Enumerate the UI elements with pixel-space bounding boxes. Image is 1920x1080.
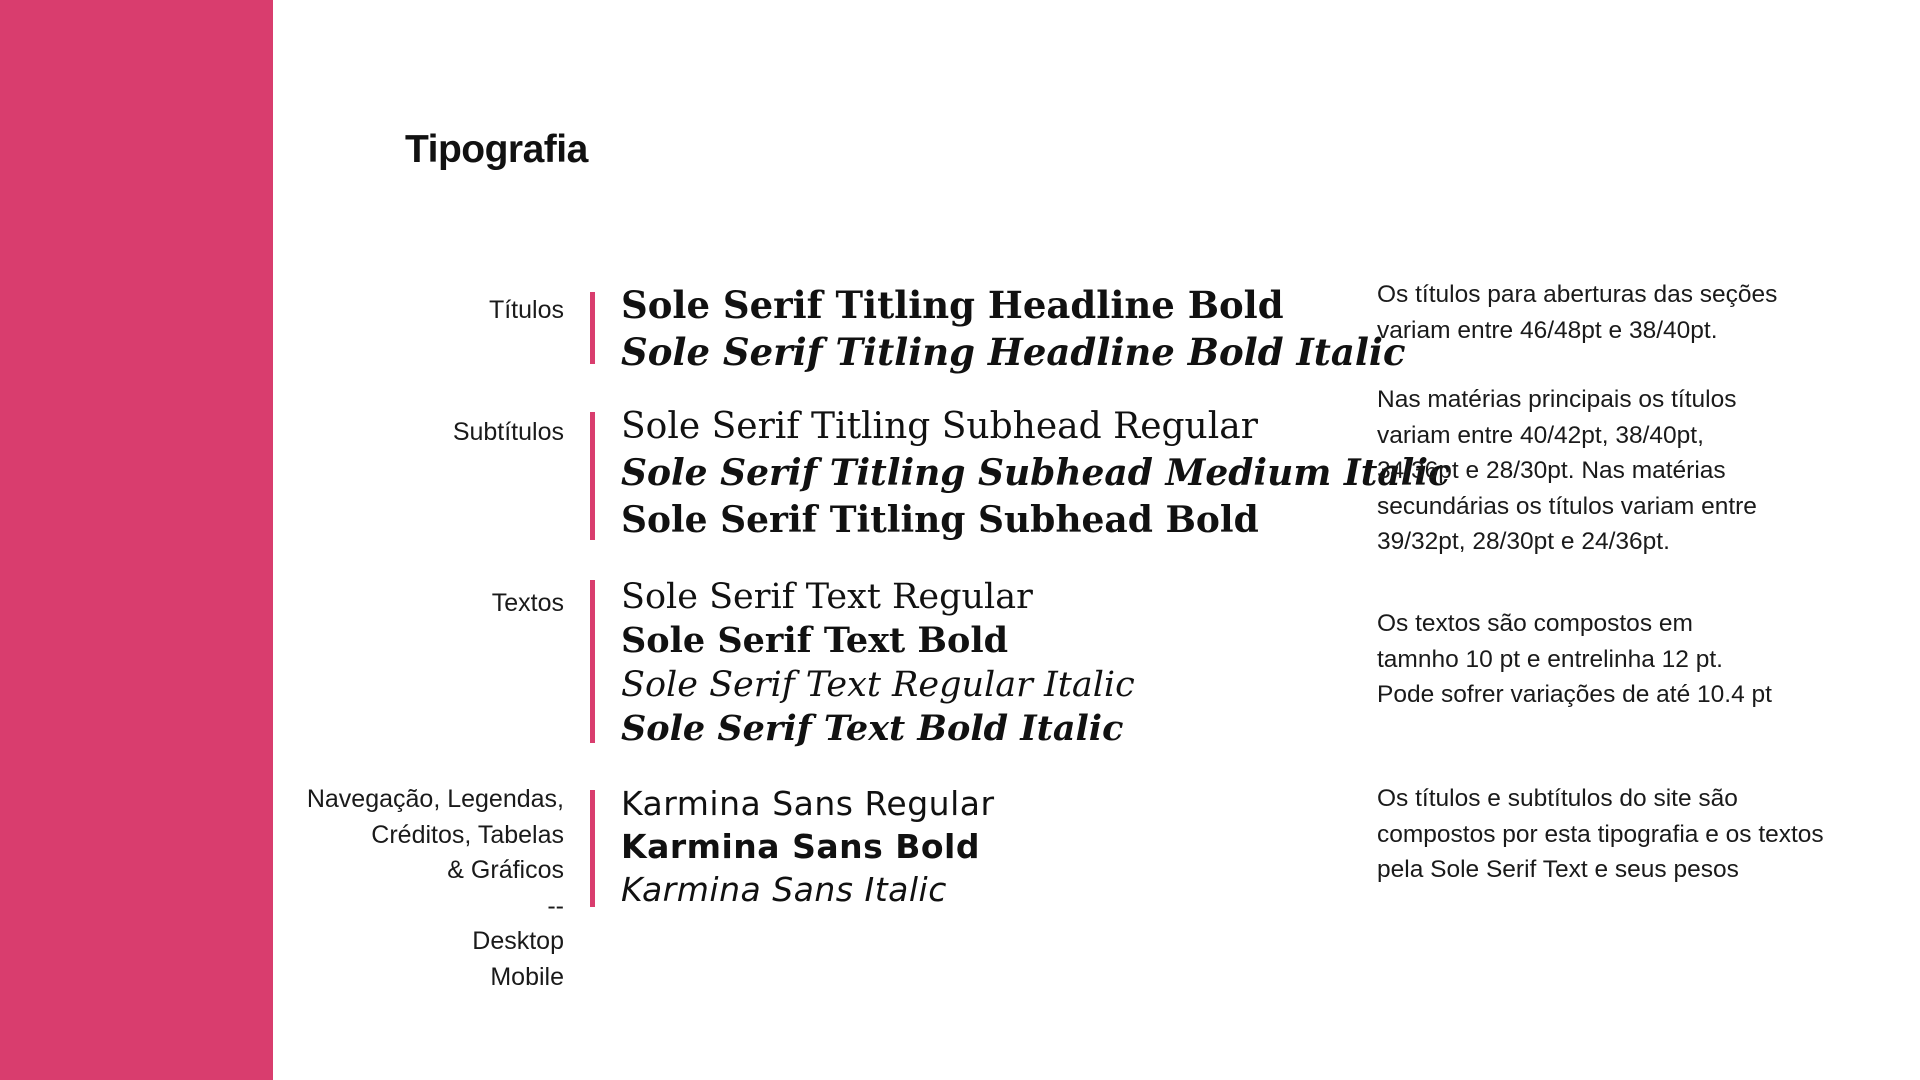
note-line: Os textos são compostos em	[1377, 610, 1693, 637]
group-label-subtitulos	[453, 415, 564, 451]
note-line: compostos por esta tipografia e os textos	[1377, 820, 1824, 848]
sample-list-karmina	[621, 782, 995, 911]
label-line: Mobile	[490, 962, 564, 991]
sample-karmina-bold: Karmina Sans Bold	[621, 827, 980, 866]
sample-subhead-medium-italic: Sole Serif Titling Subhead Medium Italic	[621, 452, 1450, 494]
sample-list-textos	[621, 575, 1135, 751]
group-rule	[590, 412, 595, 540]
sample-list-subtitulos	[621, 403, 1450, 544]
note-line: pela Sole Serif Text e seus pesos	[1377, 856, 1739, 883]
group-rule	[590, 790, 595, 907]
sample-karmina-italic: Karmina Sans Italic	[621, 870, 947, 909]
label-line: & Gráficos	[447, 856, 564, 884]
group-label-textos	[492, 586, 564, 622]
note-line: 39/32pt, 28/30pt e 24/36pt.	[1377, 528, 1670, 555]
sample-subhead-bold: Sole Serif Titling Subhead Bold	[621, 499, 1259, 541]
group-rule	[590, 292, 595, 364]
label-line: Desktop	[472, 927, 564, 955]
sample-headline-bold: Sole Serif Titling Headline Bold	[621, 283, 1284, 327]
note-line: 34/36pt e 28/30pt. Nas matérias	[1377, 457, 1726, 484]
label-line: Títulos	[488, 296, 564, 324]
note-navegacao	[1377, 781, 1897, 888]
label-line: Navegação, Legendas,	[306, 785, 564, 813]
group-label-navegacao	[307, 782, 564, 995]
note-line: variam entre 40/42pt, 38/40pt,	[1377, 421, 1704, 449]
label-line: --	[547, 891, 564, 920]
page-title: Tipografia	[405, 128, 588, 171]
note-line: secundárias os títulos variam entre	[1377, 492, 1757, 520]
sample-text-bold-italic: Sole Serif Text Bold Italic	[621, 708, 1124, 749]
label-line: Textos	[491, 589, 564, 617]
note-line: Pode sofrer variações de até 10.4 pt	[1377, 681, 1772, 708]
note-textos	[1377, 606, 1897, 713]
sample-karmina-regular: Karmina Sans Regular	[621, 784, 995, 823]
label-line: Créditos, Tabelas	[371, 820, 564, 849]
note-titulos	[1377, 277, 1897, 348]
accent-side-bar	[0, 0, 273, 1080]
sample-subhead-regular: Sole Serif Titling Subhead Regular	[621, 406, 1258, 447]
note-line: Nas matérias principais os títulos	[1377, 386, 1737, 413]
note-line: Os títulos e subtítulos do site são	[1377, 785, 1738, 812]
sample-text-regular-italic: Sole Serif Text Regular Italic	[621, 665, 1135, 705]
sample-list-titulos	[621, 282, 1405, 376]
sample-text-regular: Sole Serif Text Regular	[621, 577, 1033, 617]
note-line: tamnho 10 pt e entrelinha 12 pt.	[1377, 645, 1723, 673]
note-line: Os títulos para aberturas das seções	[1377, 281, 1778, 308]
note-line: variam entre 46/48pt e 38/40pt.	[1377, 316, 1718, 344]
sample-headline-bold-italic: Sole Serif Titling Headline Bold Italic	[621, 330, 1406, 374]
group-rule	[590, 580, 595, 743]
sample-text-bold: Sole Serif Text Bold	[621, 620, 1009, 661]
note-subtitulos	[1377, 382, 1897, 560]
label-line: Subtítulos	[452, 418, 564, 446]
group-label-titulos	[489, 293, 564, 329]
